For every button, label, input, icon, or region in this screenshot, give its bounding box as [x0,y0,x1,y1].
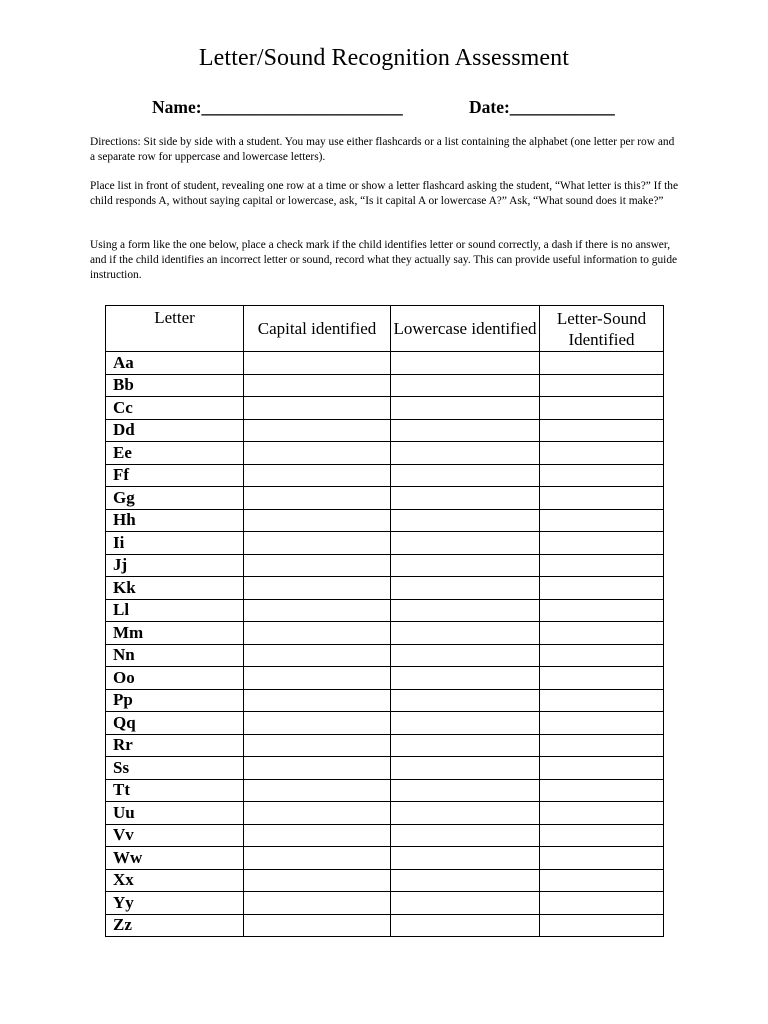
letter-cell: Ww [106,847,244,870]
table-row [106,712,664,735]
lowercase-identified-cell[interactable] [391,734,540,757]
header-fields [0,97,768,121]
table-row [106,374,664,397]
capital-identified-cell[interactable] [244,689,391,712]
letter-cell: Ii [106,532,244,555]
lowercase-identified-cell[interactable] [391,577,540,600]
letter-sound-identified-cell[interactable] [540,419,664,442]
table-row [106,442,664,465]
letter-sound-identified-cell[interactable] [540,734,664,757]
letter-cell: Xx [106,869,244,892]
table-header-row [106,306,664,352]
letter-cell: Hh [106,509,244,532]
letter-sound-identified-cell[interactable] [540,712,664,735]
table-row [106,914,664,937]
lowercase-identified-cell[interactable] [391,892,540,915]
letter-sound-identified-cell[interactable] [540,554,664,577]
letter-sound-identified-cell[interactable] [540,464,664,487]
letter-cell: Jj [106,554,244,577]
table-row [106,464,664,487]
capital-identified-cell[interactable] [244,509,391,532]
name-field[interactable]: Name:_______________________ [152,97,403,117]
table-row [106,734,664,757]
lowercase-identified-cell[interactable] [391,352,540,375]
table-row [106,487,664,510]
table-row [106,532,664,555]
recording-paragraph: Using a form like the one below, place a check mark if the child identifies letter or sound correctly, a dash if there is no answer, and if the child identifies an incorrect letter or sound, record what they actually say. This can provide useful information to guide instruction. [90,239,678,281]
letter-cell: Ss [106,757,244,780]
letter-sound-identified-cell[interactable] [540,689,664,712]
letter-sound-identified-cell[interactable] [540,847,664,870]
letter-sound-identified-cell[interactable] [540,487,664,510]
capital-identified-cell[interactable] [244,712,391,735]
column-header-lowercase: Lowercase identified [391,306,540,352]
capital-identified-cell[interactable] [244,892,391,915]
letter-sound-identified-cell[interactable] [540,802,664,825]
column-header-letter: Letter [106,306,244,352]
capital-identified-cell[interactable] [244,779,391,802]
letter-cell: Bb [106,374,244,397]
table-row [106,667,664,690]
lowercase-identified-cell[interactable] [391,599,540,622]
lowercase-identified-cell[interactable] [391,622,540,645]
capital-identified-cell[interactable] [244,487,391,510]
lowercase-identified-cell[interactable] [391,667,540,690]
letter-cell: Ee [106,442,244,465]
table-row [106,419,664,442]
capital-identified-cell[interactable] [244,824,391,847]
letter-sound-identified-cell[interactable] [540,442,664,465]
lowercase-identified-cell[interactable] [391,644,540,667]
table-row [106,554,664,577]
column-header-capital: Capital identified [244,306,391,352]
letter-cell: Rr [106,734,244,757]
lowercase-identified-cell[interactable] [391,802,540,825]
capital-identified-cell[interactable] [244,532,391,555]
letter-cell: Vv [106,824,244,847]
column-header-letter-sound: Letter-Sound Identified [540,306,664,352]
table-row [106,622,664,645]
capital-identified-cell[interactable] [244,352,391,375]
letter-sound-identified-cell[interactable] [540,622,664,645]
lowercase-identified-cell[interactable] [391,869,540,892]
letter-cell: Cc [106,397,244,420]
directions-paragraph: Directions: Sit side by side with a student. You may use either flashcards or a list containing the alphabet (one letter per row and a separate row for uppercase and lowercase letters). [90,136,675,163]
table-row [106,689,664,712]
page-title: Letter/Sound Recognition Assessment [198,45,570,71]
letter-sound-identified-cell[interactable] [540,397,664,420]
capital-identified-cell[interactable] [244,442,391,465]
lowercase-identified-cell[interactable] [391,442,540,465]
capital-identified-cell[interactable] [244,554,391,577]
letter-cell: Pp [106,689,244,712]
letter-sound-identified-cell[interactable] [540,869,664,892]
capital-identified-cell[interactable] [244,914,391,937]
capital-identified-cell[interactable] [244,397,391,420]
letter-cell: Uu [106,802,244,825]
letter-cell: Mm [106,622,244,645]
letter-cell: Nn [106,644,244,667]
table-row [106,509,664,532]
letter-sound-identified-cell[interactable] [540,824,664,847]
lowercase-identified-cell[interactable] [391,689,540,712]
letter-sound-identified-cell[interactable] [540,892,664,915]
letter-cell: Aa [106,352,244,375]
instructions-paragraph: Place list in front of student, revealing one row at a time or show a letter flashcard asking the student, “What letter is this?” If the child responds A, without saying capital or lowercase, ask, “Is it capital A or lowercase A?” Ask, “What sound does it make?” [90,180,679,207]
table-row [106,599,664,622]
lowercase-identified-cell[interactable] [391,847,540,870]
capital-identified-cell[interactable] [244,577,391,600]
table-row [106,757,664,780]
table-row [106,397,664,420]
table-row [106,847,664,870]
lowercase-identified-cell[interactable] [391,554,540,577]
table-row [106,802,664,825]
lowercase-identified-cell[interactable] [391,757,540,780]
capital-identified-cell[interactable] [244,622,391,645]
letter-sound-identified-cell[interactable] [540,914,664,937]
letter-sound-identified-cell[interactable] [540,509,664,532]
capital-identified-cell[interactable] [244,734,391,757]
letter-cell: Tt [106,779,244,802]
table-row [106,869,664,892]
table-row [106,577,664,600]
lowercase-identified-cell[interactable] [391,397,540,420]
letter-cell: Ff [106,464,244,487]
lowercase-identified-cell[interactable] [391,487,540,510]
assessment-table [105,305,664,937]
capital-identified-cell[interactable] [244,599,391,622]
capital-identified-cell[interactable] [244,644,391,667]
date-field[interactable]: Date:____________ [469,97,615,117]
capital-identified-cell[interactable] [244,374,391,397]
lowercase-identified-cell[interactable] [391,419,540,442]
table-row [106,824,664,847]
letter-sound-identified-cell[interactable] [540,779,664,802]
lowercase-identified-cell[interactable] [391,914,540,937]
table-row [106,352,664,375]
letter-cell: Oo [106,667,244,690]
table-row [106,779,664,802]
letter-sound-identified-cell[interactable] [540,644,664,667]
table-row [106,644,664,667]
capital-identified-cell[interactable] [244,419,391,442]
letter-cell: Gg [106,487,244,510]
letter-sound-identified-cell[interactable] [540,577,664,600]
letter-cell: Kk [106,577,244,600]
lowercase-identified-cell[interactable] [391,824,540,847]
letter-cell: Zz [106,914,244,937]
letter-cell: Dd [106,419,244,442]
lowercase-identified-cell[interactable] [391,509,540,532]
capital-identified-cell[interactable] [244,802,391,825]
letter-sound-identified-cell[interactable] [540,374,664,397]
lowercase-identified-cell[interactable] [391,464,540,487]
letter-sound-identified-cell[interactable] [540,599,664,622]
capital-identified-cell[interactable] [244,464,391,487]
letter-sound-identified-cell[interactable] [540,667,664,690]
capital-identified-cell[interactable] [244,847,391,870]
letter-sound-identified-cell[interactable] [540,352,664,375]
table-row [106,892,664,915]
lowercase-identified-cell[interactable] [391,779,540,802]
capital-identified-cell[interactable] [244,869,391,892]
lowercase-identified-cell[interactable] [391,532,540,555]
capital-identified-cell[interactable] [244,667,391,690]
letter-cell: Qq [106,712,244,735]
letter-sound-identified-cell[interactable] [540,532,664,555]
letter-cell: Yy [106,892,244,915]
capital-identified-cell[interactable] [244,757,391,780]
letter-cell: Ll [106,599,244,622]
lowercase-identified-cell[interactable] [391,374,540,397]
lowercase-identified-cell[interactable] [391,712,540,735]
letter-sound-identified-cell[interactable] [540,757,664,780]
